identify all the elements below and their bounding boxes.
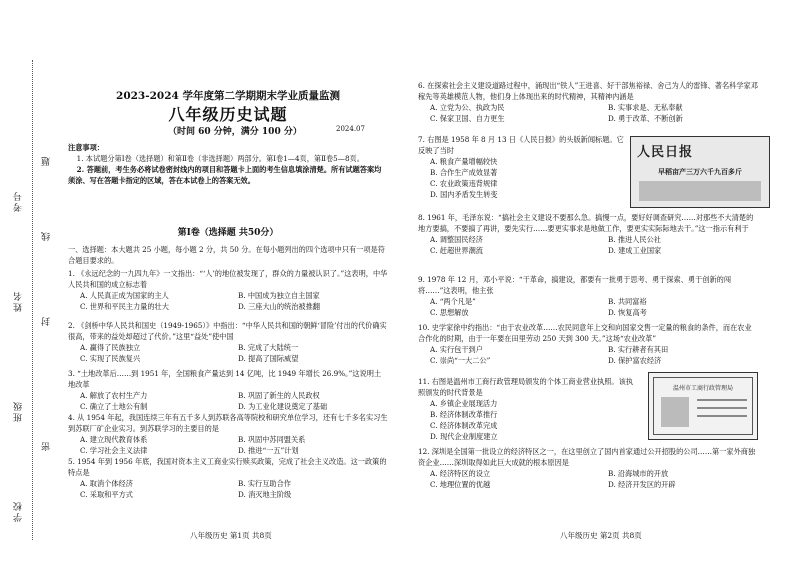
question-8 <box>418 212 758 256</box>
question-9 <box>418 274 758 318</box>
option: C. 思想解放 <box>430 308 469 318</box>
page-footer-right: 八年级历史 第2页 共8页 <box>560 531 642 540</box>
question-stem: 10. 史学家徐中约指出：“由于农业改革……农民同意年上交和向国家交售一定量的粮食的条件，而在农业合作化的时期，由于一年要在田里劳动 250 天到 300 天。”这场“农业改革” <box>418 323 752 344</box>
license-line <box>697 415 747 417</box>
question-stem: 9. 1978 年 12 月，邓小平说：“干革命，搞建设，都要有一批勇于思考、勇于探索、勇于创新的闯将……”这表明，他主张 <box>418 275 732 296</box>
option: C. 世界和平民主力量的壮大 <box>80 302 169 312</box>
option: A. 乡镇企业展现活力 <box>430 399 498 409</box>
option: C. 经济体制改革完成 <box>430 421 498 431</box>
seal-line <box>32 60 33 540</box>
newspaper-masthead: 人民日报 <box>637 145 694 160</box>
option: C. 地理位置的优越 <box>430 480 491 490</box>
question-11 <box>418 376 638 444</box>
option: B. 巩固中苏同盟关系 <box>238 435 306 445</box>
option: B. 推进人民公社 <box>608 235 661 245</box>
question-stem: 5. 1954 年到 1956 年底，我国对资本主义工商业实行赎买政策，完成了社会主义改造。这一政策的特点是 <box>68 457 387 478</box>
option: A. 粮食产量增幅较快 <box>430 157 498 167</box>
question-1 <box>68 268 388 312</box>
option: D. 国内矛盾发生转变 <box>430 190 498 200</box>
section-instruction: 一、选择题：本大题共 25 小题，每小题 2 分，共 50 分。在每小题列出的四个选项中只有一项是符合题目要求的。 <box>68 245 385 266</box>
exam-header: 2023-2024 学年度第二学期期末学业质量监测 <box>116 90 340 102</box>
business-license-image <box>648 372 758 440</box>
option: D. 推进“一五”计划 <box>238 446 299 456</box>
seal-feng: 封 <box>42 315 52 326</box>
option: D. 现代企业制度建立 <box>430 432 498 442</box>
question-6 <box>418 80 758 124</box>
question-stem: 6. 在探索社会主义建设道路过程中，涌现出“铁人”王进喜、好干部焦裕禄、舍己为人的雷锋、著名科学家邓稼先等英雄模范人物，他们身上体现出来的时代精神，其精神内涵是 <box>418 81 758 102</box>
option: C. 采取和平方式 <box>80 490 133 500</box>
option: B. 共同富裕 <box>608 297 647 307</box>
option: A. 经济特区的设立 <box>430 469 491 479</box>
option: C. 崇尚“一大二公” <box>430 356 491 366</box>
question-stem: 4. 从 1954 年起，我国连续三年有五千多人到苏联各高等院校和研究单位学习，还有七千多名实习生到苏联厂矿企业实习。到苏联学习的主要目的是 <box>68 413 388 434</box>
page-footer-left: 八年级历史 第1页 共8页 <box>190 531 272 540</box>
option: C. 保家卫国、自力更生 <box>430 114 505 124</box>
option: A. 建立现代教育体系 <box>80 435 148 445</box>
option: A. 调整国民经济 <box>430 235 483 245</box>
option: B. 实行互助合作 <box>238 479 291 489</box>
option: B. 沿海城市的开放 <box>608 469 669 479</box>
question-4 <box>68 412 388 456</box>
exam-date: 2024.07 <box>336 125 365 133</box>
exam-number-label: 考号 <box>14 190 24 212</box>
question-stem: 12. 深圳是全国第一批设立的经济特区之一，在这里创立了国内首家通过公开招股的公司……第一家外商独资企业……深圳取得如此巨大成就的根本原因是 <box>418 447 756 468</box>
option: B. 合作生产成效显著 <box>430 168 498 178</box>
seal-xian: 线 <box>42 230 52 241</box>
school-label: 学校 <box>14 500 24 522</box>
question-5 <box>68 456 388 500</box>
option: B. 完成了大陆统一 <box>238 343 299 353</box>
option: D. 经济开发区的开辟 <box>608 480 676 490</box>
note-item: 1. 本试题分第Ⅰ卷（选择题）和第Ⅱ卷（非选择题）两部分。第Ⅰ卷1—4页，第Ⅱ卷5—8页。 <box>76 154 364 164</box>
newspaper-photo <box>639 181 761 201</box>
question-stem: 7. 右图是 1958 年 8 月 13 日《人民日报》的头版新闻标题。它反映了当时 <box>418 135 624 156</box>
option: A. 取消个体经济 <box>80 479 133 489</box>
option: D. 建成工业国家 <box>608 246 662 256</box>
seal-mi: 密 <box>42 440 52 451</box>
option: B. 实事求是、无私奉献 <box>608 103 683 113</box>
option: C. 赶超世界潮流 <box>430 246 483 256</box>
license-line <box>697 399 747 401</box>
option: A. “两个凡是” <box>430 297 476 307</box>
question-stem: 8. 1961 年，毛泽东说：“搞社会主义建设不要那么急。搞慢一点，要好好调查研究……对那些不大清楚的地方要搞，不要搞了再讲，要先实行……要更实事求是地做工作，要更实实际际地去干。”这一指示有利于 <box>418 213 754 234</box>
question-stem: 3. “土地改革后……到 1951 年，全国粮食产量达到 14 亿吨，比 1949 年增长 26.9%。”这说明土地改革 <box>68 369 382 390</box>
license-caption: 温州市工商行政管理局 <box>672 385 733 392</box>
note-item: 2. 答题前，考生务必将试卷密封线内的项目和答题卡上面的考生信息填涂清楚。所有试题答案均须涂、写在答题卡指定的区域，答在本试卷上的答案无效。 <box>68 165 382 186</box>
question-12 <box>418 446 758 490</box>
option: C. 确立了土地公有制 <box>80 402 148 412</box>
option: A. 解放了农村生产力 <box>80 391 148 401</box>
license-photo <box>661 397 689 427</box>
option: B. 实行耕者有其田 <box>608 345 669 355</box>
option: D. 提高了国际威望 <box>238 354 299 364</box>
binding-margin <box>10 60 54 540</box>
option: D. 恢复高考 <box>608 308 647 318</box>
notes-heading: 注意事项： <box>68 143 104 152</box>
newspaper-headline: 早稻亩产三万六千九百多斤 <box>658 167 742 176</box>
question-10 <box>418 322 758 366</box>
section-title: 第Ⅰ卷（选择题 共50分） <box>177 228 279 238</box>
option: B. 巩固了新生的人民政权 <box>238 391 320 401</box>
option: D. 三座大山的统治被推翻 <box>238 302 320 312</box>
option: B. 经济体制改革推行 <box>430 410 498 420</box>
option: C. 学习社会主义法律 <box>80 446 148 456</box>
notes <box>68 142 388 186</box>
seal-ti: 题 <box>42 155 52 166</box>
option: D. 勇于改革、不断创新 <box>608 114 683 124</box>
option: D. 保护富农经济 <box>608 356 662 366</box>
question-3 <box>68 368 388 412</box>
option: B. 中国成为独立自主国家 <box>238 291 320 301</box>
question-stem: 11. 右图是温州市工商行政管理局颁发的个体工商业营业执照。该执照颁发的时代背景是 <box>418 377 633 398</box>
time-info: （时间 60 分钟，满分 100 分） <box>168 127 302 137</box>
page-title: 八年级历史试题 <box>168 105 288 124</box>
option: A. 赢得了民族独立 <box>80 343 141 353</box>
option: D. 消灭地主阶级 <box>238 490 292 500</box>
newspaper-image <box>630 136 770 208</box>
option: C. 农业政策违背规律 <box>430 179 498 189</box>
option: A. 人民真正成为国家的主人 <box>80 291 169 301</box>
option: D. 为工业化建设奠定了基础 <box>238 402 328 412</box>
question-stem: 2. 《剑桥中华人民共和国史（1949-1965）》中指出：“中华人民共和国的朝鲜‘冒险’付出的代价确实很高，带来的益处却超过了代价。”这里“益处”使中国 <box>68 321 387 342</box>
option: A. 立党为公、执政为民 <box>430 103 505 113</box>
question-stem: 1. 《永远纪念的一九四九年》一文指出：“‘人’的地位被发现了，群众的力量被认识了。”这表明，中华人民共和国的成立标志着 <box>68 269 388 290</box>
option: C. 实现了民族复兴 <box>80 354 141 364</box>
option: A. 实行包干到户 <box>430 345 483 355</box>
class-label: 班级 <box>14 400 24 422</box>
name-label: 姓名 <box>14 290 24 312</box>
license-line <box>697 407 747 409</box>
question-2 <box>68 320 388 364</box>
question-7 <box>418 134 628 202</box>
